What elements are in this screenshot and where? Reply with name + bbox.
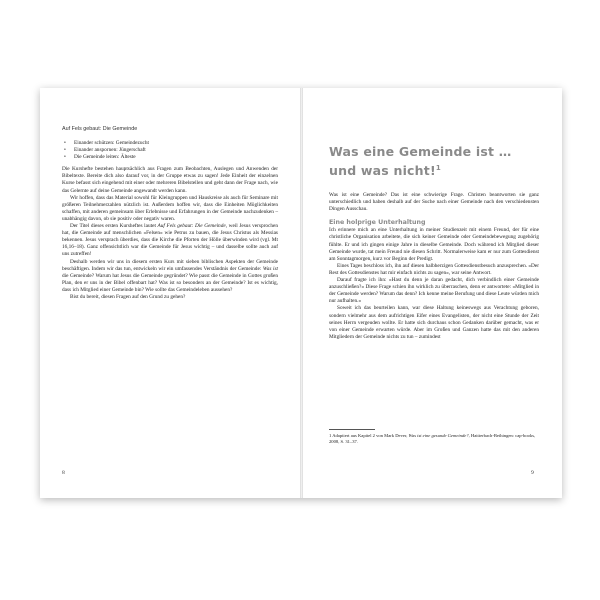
paragraph: [62, 259, 278, 294]
paragraph: Die Kurshefte bestehen hauptsächlich aus Fragen zum Beobachten, Auslegen und Anwenden der Bibeltexte. Bereite dich also darauf vor, in der Gruppe etwas zu sagen! Jede Einheit der einzelnen Kurse befasst sich eingehend mit einer oder mehreren Bibelstellen und geht dann der Frage nach, wie das Gelernte auf deine Gemeinde angewandt werden kann.: [62, 166, 278, 194]
book-title: Was ist eine gesunde Gemeinde?: [408, 433, 469, 438]
chapter-title-line: Was eine Gemeinde ist …: [329, 144, 512, 159]
book-spread: [40, 88, 562, 498]
paragraph: Eines Tages beschloss ich, ihn auf diesen halbherzigen Gottesdienstbesuch anzusprechen. »Der Rest des Gottesdienstes hat mir einfach nichts zu sagen«, war seine Antwort.: [329, 262, 539, 276]
text-span: und was nicht!: [329, 163, 436, 179]
text-span: Der Titel dieses ersten Kursheftes lautet: [70, 223, 158, 230]
emphasis: Was ist: [262, 265, 278, 272]
paragraph: Soweit ich das beurteilen kann, war diese Haltung keineswegs aus Verachtung geboren, sondern vielmehr aus dem aufrichtigen Eifer eines Evangelisten, der nicht eine Stunde der Zeit seines Herrn vergeuden wollte. Er hatte sich durchaus schon Gedanken darüber gemacht, was er von einer Gemeinde erwarten würde. Aber im Großen und Ganzen hatte das mit den anderen Mitgliedern der Gemeinde nichts zu tun – zumindest: [329, 305, 539, 340]
topic-list: [62, 140, 278, 161]
footnote-rule: [329, 429, 375, 430]
text-span: 1 Adaptiert aus Kapitel 2 von Mark Dever,: [329, 433, 409, 438]
chapter-title: [329, 144, 539, 179]
text-span: , weil Jesus versprochen hat, die Gemeinde auf menschlichen »Felsen« wie Petrus zu bauen, die Jesus Christus als Messias bekennen. Jesus versprach überdies, dass die Kirche die Pforten der Hölle überwinden wird (vgl. Mt 16,16–18). Ganz offensichtlich war die Gemeinde für Jesus wichtig – und dasselbe sollte auch auf uns zutreffen!: [62, 223, 278, 258]
footnote: [329, 433, 539, 445]
paragraph: [62, 223, 278, 258]
footnote-marker: 1: [435, 164, 441, 172]
paragraph: Bist du bereit, diesen Fragen auf den Grund zu gehen?: [70, 293, 186, 300]
paragraph: Ich erinnere mich an eine Unterhaltung in meiner Studienzeit mit einem Freund, der für eine christliche Organisation arbeitete, die sich keiner Gemeinde oder Gemeindebewegung zugehörig fühlte. Er und ich gingen einige Jahre in dieselbe Gemeinde. Doch während ich Mitglied dieser Gemeinde wurde, tat mein Freund nie diesen Schritt. Normalerweise kam er nur zum Gottesdienst am Sonntagmorgen, kurz vor Beginn der Predigt.: [329, 227, 539, 262]
book-title: Auf Fels gebaut: Die Gemeinde: [157, 223, 226, 230]
page-number: 8: [62, 470, 65, 476]
list-item: • Einander schützen: Gemeindezucht: [72, 140, 278, 147]
text-span: , Haitterbach-Beihingen: cap-books, 2008, S. 31–37.: [329, 433, 536, 444]
page-number: 9: [531, 470, 534, 476]
right-page: [303, 88, 562, 498]
paragraph: Was ist eine Gemeinde? Das ist eine schwierige Frage. Christen beantworten sie ganz unterschiedlich und haben deshalb auf der Suche nach einer Gemeinde nach den verschiedensten Dingen Ausschau.: [329, 192, 539, 213]
chapter-title-line: [329, 160, 539, 179]
list-item: • Die Gemeinde leiten: Älteste: [72, 154, 278, 161]
right-page-body: [329, 192, 539, 341]
paragraph: Wir hoffen, dass das Material sowohl für Kleingruppen und Hauskreise als auch für Seminare mit größeren Teilnehmerzahlen nützlich ist. Außerdem hoffen wir, dass die Einheiten Möglichkeiten schaffen, mit anderen gemeinsam über Erlebnisse und Erfahrungen in der Gemeinde nachzudenken – unabhängig davon, ob sie positiv oder negativ waren.: [62, 194, 278, 222]
section-subheading: Eine holprige Unterhaltung: [329, 219, 426, 227]
text-span: Deshalb werden wir uns in diesem ersten Kurs mit sieben biblischen Aspekten der Gemeinde beschäftigen. Indem wir das tun, entwickeln wir ein umfassendes Verständnis der Gemeinde:: [62, 258, 278, 272]
text-span: die Gemeinde? Warum hat Jesus die Gemeinde gegründet? Wie passt die Gemeinde in Gottes großen Plan, den er uns in der Bibel offenbart hat? Was ist so besonders an der Gemeinde? Ist es wichtig, dass ich Mitglied einer Gemeinde bin? Wie sollte das Gemeindeleben aussehen?: [62, 272, 278, 293]
running-head: Auf Fels gebaut: Die Gemeinde: [62, 126, 138, 132]
left-page: [40, 88, 300, 498]
paragraph: Darauf fragte ich ihn: »Hast du denn je daran gedacht, dich verbindlich einer Gemeinde anzuschließen?« Diese Frage schien ihn wirklich zu überraschen, denn er antwortete: »Mitglied in der Gemeinde werden? Warum das denn? Ich kenne meine Berufung und diese Leute würden mich nur aufhalten.«: [329, 277, 539, 305]
list-item: • Einander anspornen: Jüngerschaft: [72, 147, 278, 154]
left-page-body: [62, 140, 278, 301]
